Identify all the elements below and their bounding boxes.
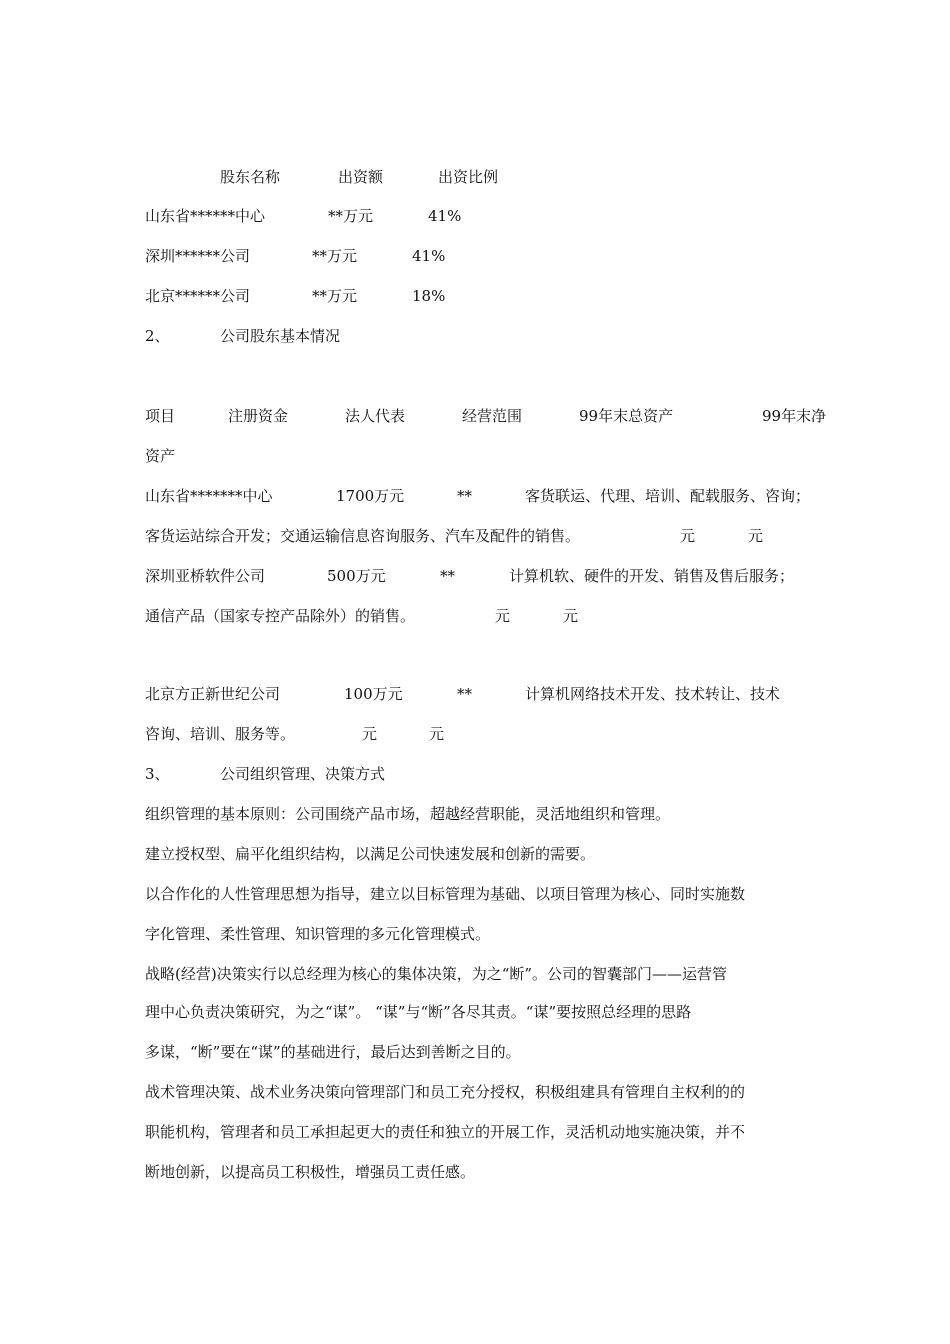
basic-row-scope-cont: 咨询、培训、服务等。 (145, 725, 296, 743)
paragraph-line: 理中心负责决策研究，为之“谋”。 “谋”与“断”各尽其责。“谋”要按照总经理的思路 (145, 1003, 692, 1021)
section-2-number: 2、 (145, 327, 170, 345)
basic-header-item: 项目 (145, 407, 176, 425)
basic-row-name: 山东省*******中心 (145, 487, 273, 505)
shareholder-row-name: 山东省******中心 (145, 207, 266, 225)
shareholder-row-ratio: 41% (412, 247, 446, 265)
shareholder-header-amount: 出资额 (338, 168, 384, 186)
basic-header-rep: 法人代表 (345, 407, 406, 425)
section-2-title: 公司股东基本情况 (220, 327, 341, 345)
basic-header-net-assets: 99年末净 (762, 407, 827, 425)
basic-row-name: 深圳亚桥软件公司 (145, 567, 266, 585)
basic-row-scope: 客货联运、代理、培训、配载服务、咨询； (525, 487, 811, 505)
basic-header-capital: 注册资金 (228, 407, 289, 425)
paragraph-line: 组织管理的基本原则：公司围绕产品市场，超越经营职能，灵活地组织和管理。 (145, 805, 671, 823)
shareholder-row-amount: **万元 (328, 207, 374, 225)
basic-row-capital: 1700万元 (336, 487, 405, 505)
paragraph-line: 建立授权型、扁平化组织结构，以满足公司快速发展和创新的需要。 (145, 845, 596, 863)
paragraph-line: 职能机构，管理者和员工承担起更大的责任和独立的开展工作，灵活机动地实施决策，并不 (145, 1123, 746, 1141)
shareholder-row-amount: **万元 (312, 287, 358, 305)
basic-row-total-assets: 元 (495, 607, 511, 625)
shareholder-header-name: 股东名称 (220, 168, 281, 186)
section-3-number: 3、 (145, 765, 170, 783)
shareholder-header-ratio: 出资比例 (438, 168, 499, 186)
paragraph-line: 战略(经营)决策实行以总经理为核心的集体决策，为之“断”。公司的智囊部门——运营管 (145, 965, 728, 983)
basic-row-rep: ** (457, 685, 472, 703)
basic-header-scope: 经营范围 (462, 407, 523, 425)
basic-header-wrap: 资产 (145, 447, 176, 465)
paragraph-line: 字化管理、柔性管理、知识管理的多元化管理模式。 (145, 925, 491, 943)
shareholder-row-ratio: 18% (412, 287, 446, 305)
basic-row-capital: 500万元 (327, 567, 386, 585)
shareholder-row-amount: **万元 (312, 247, 358, 265)
basic-row-capital: 100万元 (344, 685, 403, 703)
paragraph-line: 以合作化的人性管理思想为指导，建立以目标管理为基础、以项目管理为核心、同时实施数 (145, 885, 746, 903)
section-3-title: 公司组织管理、决策方式 (220, 765, 386, 783)
basic-header-total-assets: 99年末总资产 (579, 407, 674, 425)
basic-row-scope: 计算机网络技术开发、技术转让、技术 (525, 685, 781, 703)
basic-row-net-assets: 元 (748, 527, 764, 545)
basic-row-rep: ** (440, 567, 455, 585)
basic-row-name: 北京方正新世纪公司 (145, 685, 281, 703)
paragraph-line: 战术管理决策、战术业务决策向管理部门和员工充分授权，积极组建具有管理自主权利的的 (145, 1083, 746, 1101)
basic-row-net-assets: 元 (563, 607, 579, 625)
paragraph-line: 断地创新，以提高员工积极性，增强员工责任感。 (145, 1163, 476, 1181)
shareholder-row-name: 北京******公司 (145, 287, 251, 305)
basic-row-net-assets: 元 (429, 725, 445, 743)
basic-row-total-assets: 元 (362, 725, 378, 743)
shareholder-row-name: 深圳******公司 (145, 247, 251, 265)
shareholder-row-ratio: 41% (428, 207, 462, 225)
basic-row-scope: 计算机软、硬件的开发、销售及售后服务； (509, 567, 795, 585)
basic-row-scope-cont: 通信产品（国家专控产品除外）的销售。 (145, 607, 416, 625)
basic-row-total-assets: 元 (680, 527, 696, 545)
paragraph-line: 多谋，“断”要在“谋”的基础进行，最后达到善断之目的。 (145, 1043, 521, 1061)
basic-row-scope-cont: 客货运站综合开发；交通运输信息咨询服务、汽车及配件的销售。 (145, 527, 581, 545)
basic-row-rep: ** (457, 487, 472, 505)
